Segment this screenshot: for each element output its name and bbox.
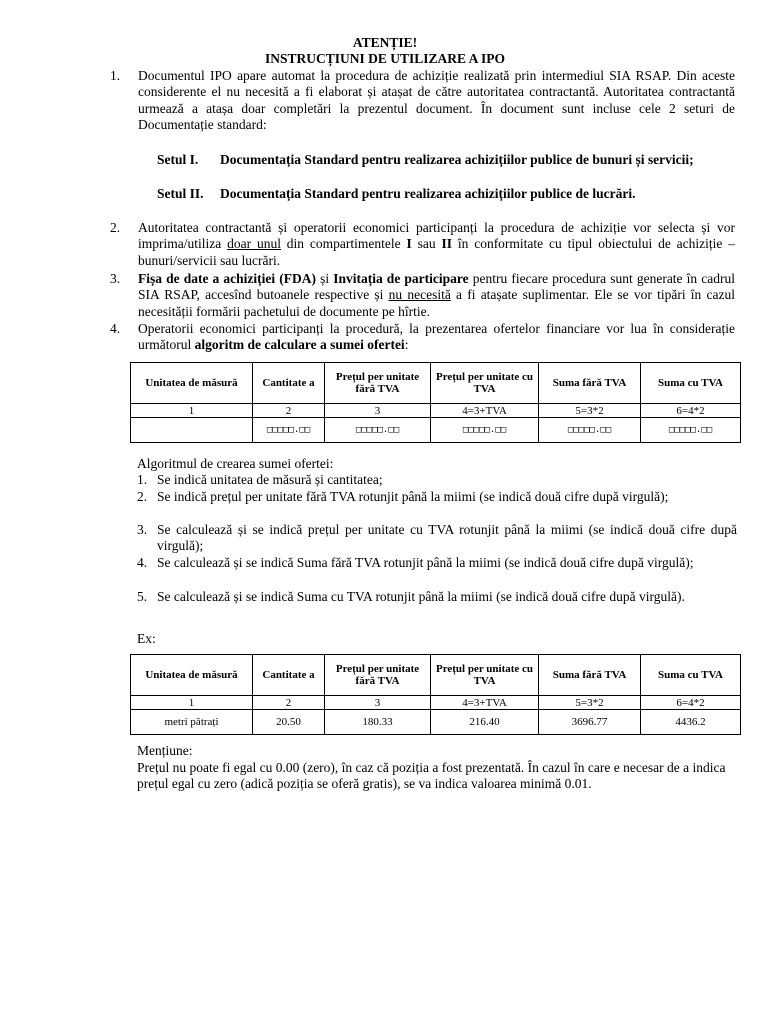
emphasis-underline: nu necesită — [388, 287, 451, 303]
item-text: Autoritatea contractantă și operatorii economici participanți la procedura de achiziție vor selecta și vor imprima/utiliza doar unul din compartimentele I sau II în conformitate cu tipul obiectului de achiziție – bunuri/servicii sau lucrări. — [138, 220, 735, 268]
table-cell: 3696.77 — [539, 710, 641, 735]
set-label: Setul I. — [157, 152, 199, 167]
header-cell: Prețul per unitate cu TVA — [431, 363, 539, 404]
placeholder-cell: □□□□□.□□ — [253, 418, 325, 443]
table-cell: 3 — [325, 404, 431, 418]
algorithm-step: 3. Se calculează și se indică prețul per unitate cu TVA rotunjit până la miimi (se indică două cifre după virgulă); — [137, 522, 737, 554]
header-cell: Cantitate a — [253, 655, 325, 696]
note-label: Mențiune: — [137, 743, 193, 758]
table-cell: 4=3+TVA — [431, 696, 539, 710]
set-description: Documentația Standard pentru realizarea achizițiilor publice de bunuri și servicii; — [220, 152, 694, 167]
table-index-row — [131, 404, 741, 418]
instruction-item-2 — [110, 220, 735, 270]
instruction-item-1 — [110, 68, 735, 136]
standard-set-2 — [157, 186, 737, 204]
table-cell: 2 — [253, 404, 325, 418]
item-text: Documentul IPO apare automat la procedura de achiziție realizată prin intermediul SIA RSAP. Din aceste considerente el nu necesită a fi elaborat și atașat de către autoritatea contractantă. Autoritatea contractantă urmează a atașa doar completări la prezentul document. În document sunt incluse cele 2 seturi de Documentație standard: — [138, 68, 735, 133]
header-cell: Prețul per unitate fără TVA — [325, 363, 431, 404]
note-text: Prețul nu poate fi egal cu 0.00 (zero), în caz că poziția a fost prezentată. În cazul în care e necesar de a indica prețul egal cu zero (adică poziția se oferă gratis), se va indica valoarea minimă 0.01. — [137, 760, 726, 792]
table-cell: 1 — [131, 404, 253, 418]
instruction-item-4 — [110, 321, 735, 355]
table-cell: 20.50 — [253, 710, 325, 735]
emphasis-underline: doar unul — [227, 236, 281, 252]
table-cell: metri pătrați — [131, 710, 253, 735]
placeholder-cell: □□□□□.□□ — [641, 418, 741, 443]
placeholder-cell: □□□□□.□□ — [539, 418, 641, 443]
offer-template-table — [130, 362, 741, 443]
algorithm-step: 4. Se calculează și se indică Suma fără TVA rotunjit până la miimi (se indică două cifre după virgulă); — [137, 555, 694, 570]
table-header-row — [131, 655, 741, 696]
table-cell: 3 — [325, 696, 431, 710]
table-cell: 2 — [253, 696, 325, 710]
header-cell: Suma cu TVA — [641, 655, 741, 696]
item-text: Fișa de date a achiziției (FDA) și Invitația de participare pentru fiecare procedura sunt generate în cadrul SIA RSAP, accesînd butoanele respective și nu necesită a fi atașate suplimentar. Ele se vor tipări în cazul necesității formării pachetului de documente pe hîrtie. — [138, 271, 735, 319]
header-cell: Unitatea de măsură — [131, 363, 253, 404]
header-cell: Suma fără TVA — [539, 655, 641, 696]
header-cell: Suma cu TVA — [641, 363, 741, 404]
table-cell: 180.33 — [325, 710, 431, 735]
item-number: 2. — [110, 220, 121, 235]
placeholder-cell: □□□□□.□□ — [325, 418, 431, 443]
table-cell: 4=3+TVA — [431, 404, 539, 418]
table-cell: 216.40 — [431, 710, 539, 735]
item-number: 1. — [110, 68, 121, 83]
table-row — [131, 418, 741, 443]
table-cell: 6=4*2 — [641, 404, 741, 418]
item-number: 4. — [110, 321, 121, 336]
table-header-row — [131, 363, 741, 404]
table-cell: 4436.2 — [641, 710, 741, 735]
item-number: 3. — [110, 271, 121, 286]
set-description: Documentația Standard pentru realizarea achizițiilor publice de lucrări. — [220, 186, 636, 201]
table-cell — [131, 418, 253, 443]
table-cell: 6=4*2 — [641, 696, 741, 710]
header-cell: Prețul per unitate fără TVA — [325, 655, 431, 696]
page-title: INSTRUCȚIUNI DE UTILIZARE A IPO — [264, 51, 506, 66]
header-cell: Cantitate a — [253, 363, 325, 404]
header-cell: Suma fără TVA — [539, 363, 641, 404]
algorithm-step: 5. Se calculează și se indică Suma cu TVA rotunjit până la miimi (se indică două cifre după virgulă). — [137, 589, 685, 604]
item-text: Operatorii economici participanți la procedură, la prezentarea ofertelor financiare vor lua în considerație următorul algoritm de calculare a sumei ofertei: — [138, 321, 735, 353]
header-cell: Unitatea de măsură — [131, 655, 253, 696]
standard-set-1 — [157, 152, 737, 186]
example-label: Ex: — [137, 631, 156, 646]
offer-example-table — [130, 654, 741, 735]
table-index-row — [131, 696, 741, 710]
table-cell: 5=3*2 — [539, 696, 641, 710]
table-cell: 5=3*2 — [539, 404, 641, 418]
attention-heading: ATENȚIE! — [352, 35, 418, 50]
table-cell: 1 — [131, 696, 253, 710]
header-cell: Prețul per unitate cu TVA — [431, 655, 539, 696]
instruction-item-3 — [110, 271, 735, 321]
algorithm-intro: Algoritmul de crearea sumei ofertei: — [137, 456, 334, 471]
algorithm-step: 1. Se indică unitatea de măsură și cantitatea; — [137, 472, 383, 487]
set-label: Setul II. — [157, 186, 204, 201]
table-row — [131, 710, 741, 735]
algorithm-step: 2. Se indică prețul per unitate fără TVA rotunjit până la miimi (se indică două cifre după virgulă); — [137, 489, 669, 504]
placeholder-cell: □□□□□.□□ — [431, 418, 539, 443]
